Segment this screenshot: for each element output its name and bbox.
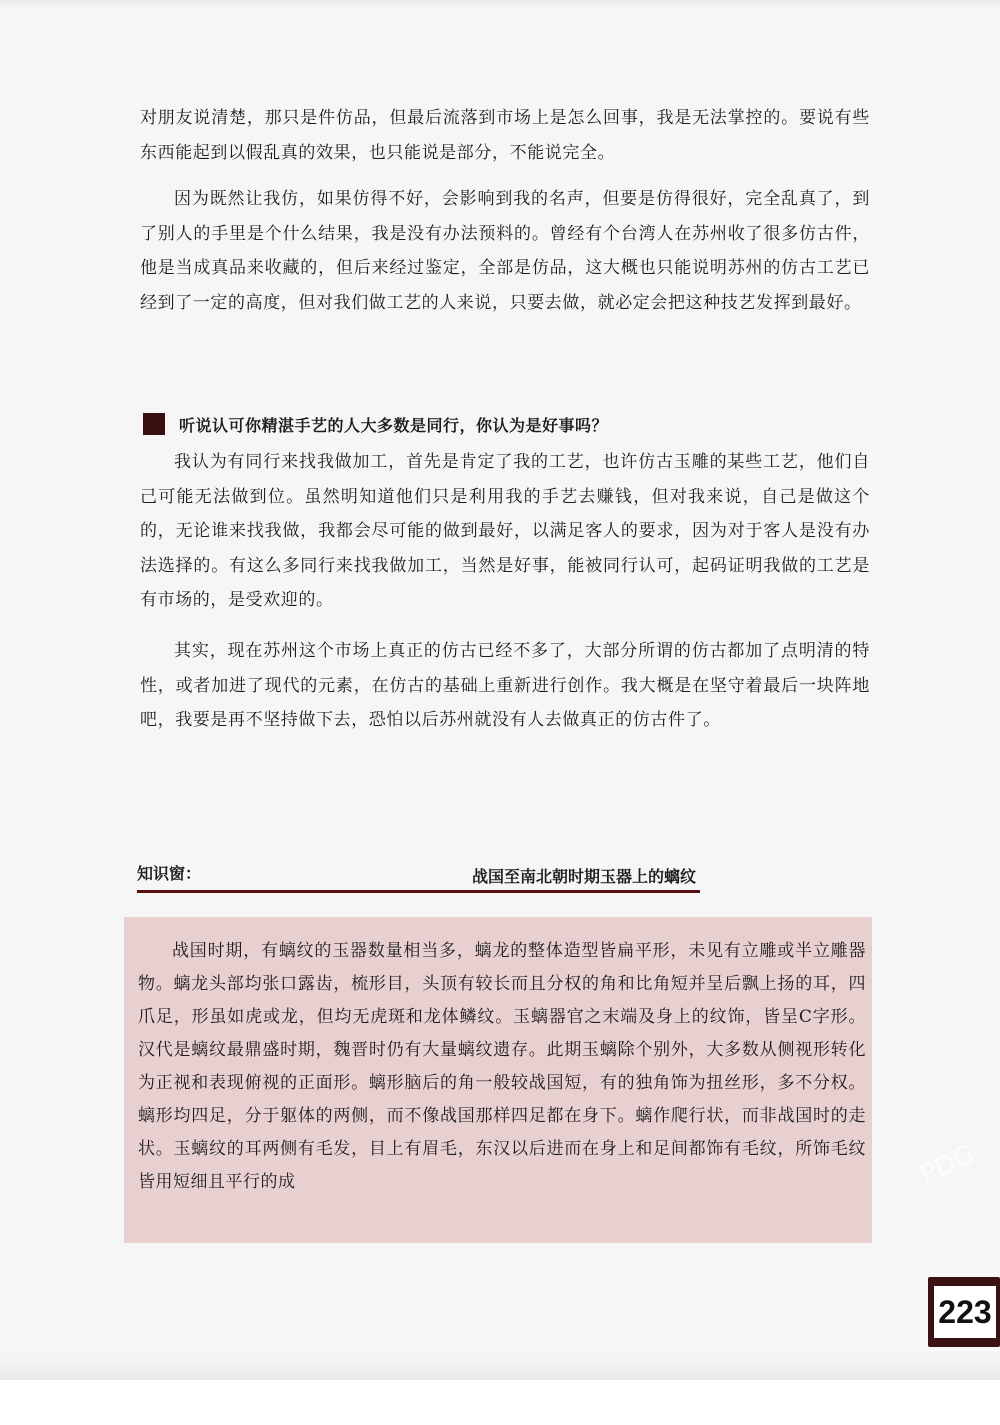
- square-bullet-icon: [143, 413, 165, 435]
- bottom-shade: [0, 1355, 1000, 1380]
- knowledge-window-header: [137, 858, 700, 893]
- body-paragraph-1: 对朋友说清楚，那只是件仿品，但最后流落到市场上是怎么回事，我是无法掌控的。要说有些东西能起到以假乱真的效果，也只能说是部分，不能说完全。: [140, 108, 870, 163]
- knowledge-window-box: [124, 917, 872, 1243]
- top-strip: [0, 0, 1000, 8]
- body-paragraph-3: 我认为有同行来找我做加工，首先是肯定了我的工艺，也许仿古玉雕的某些工艺，他们自己可能无法做到位。虽然明知道他们只是利用我的手艺去赚钱，但对我来说，自己是做这个的，无论谁来找我做，我都会尽可能的做到最好，以满足客人的要求，因为对于客人是没有办法选择的。有这么多同行来找我做加工，当然是好事，能被同行认可，起码证明我做的工艺是有市场的，是受欢迎的。: [140, 452, 870, 610]
- knowledge-window-label: 知识窗：: [137, 864, 202, 883]
- body-paragraph-4: 其实，现在苏州这个市场上真正的仿古已经不多了，大部分所谓的仿古都加了点明清的特性，或者加进了现代的元素，在仿古的基础上重新进行创作。我大概是在坚守着最后一块阵地吧，我要是再不坚持做下去，恐怕以后苏州就没有人去做真正的仿古件了。: [140, 641, 870, 730]
- knowledge-window-title: 战国至南北朝时期玉器上的螭纹: [471, 867, 696, 886]
- page-number: 223: [934, 1286, 996, 1338]
- question-heading: [143, 410, 608, 438]
- knowledge-window-text: 战国时期，有螭纹的玉器数量相当多，螭龙的整体造型皆扁平形，未见有立雕或半立雕器物。螭龙头部均张口露齿，梳形目，头顶有较长而且分权的角和比角短并呈后飘上扬的耳，四爪足，形虽如虎或龙，但均无虎斑和龙体鳞纹。玉螭器官之末端及身上的纹饰，皆呈C字形。汉代是螭纹最鼎盛时期，魏晋时仍有大量螭纹遗存。此期玉螭除个别外，大多数从侧视形转化为正视和表现俯视的正面形。螭形脑后的角一般较战国短，有的独角饰为扭丝形，多不分权。螭形均四足，分于躯体的两侧，而不像战国那样四足都在身下。螭作爬行状，而非战国时的走状。玉螭纹的耳两侧有毛发，目上有眉毛，东汉以后进而在身上和足间都饰有毛纹，所饰毛纹皆用短细且平行的成: [138, 941, 866, 1192]
- watermark-text: PDG: [915, 1139, 979, 1191]
- body-paragraph-2: 因为既然让我仿，如果仿得不好，会影响到我的名声，但要是仿得很好，完全乱真了，到了别人的手里是个什么结果，我是没有办法预料的。曾经有个台湾人在苏州收了很多仿古件，他是当成真品来收藏的，但后来经过鉴定，全部是仿品，这大概也只能说明苏州的仿古工艺已经到了一定的高度，但对我们做工艺的人来说，只要去做，就必定会把这种技艺发挥到最好。: [140, 189, 870, 313]
- question-text: 听说认可你精湛手艺的人大多数是同行，你认为是好事吗？: [179, 415, 609, 435]
